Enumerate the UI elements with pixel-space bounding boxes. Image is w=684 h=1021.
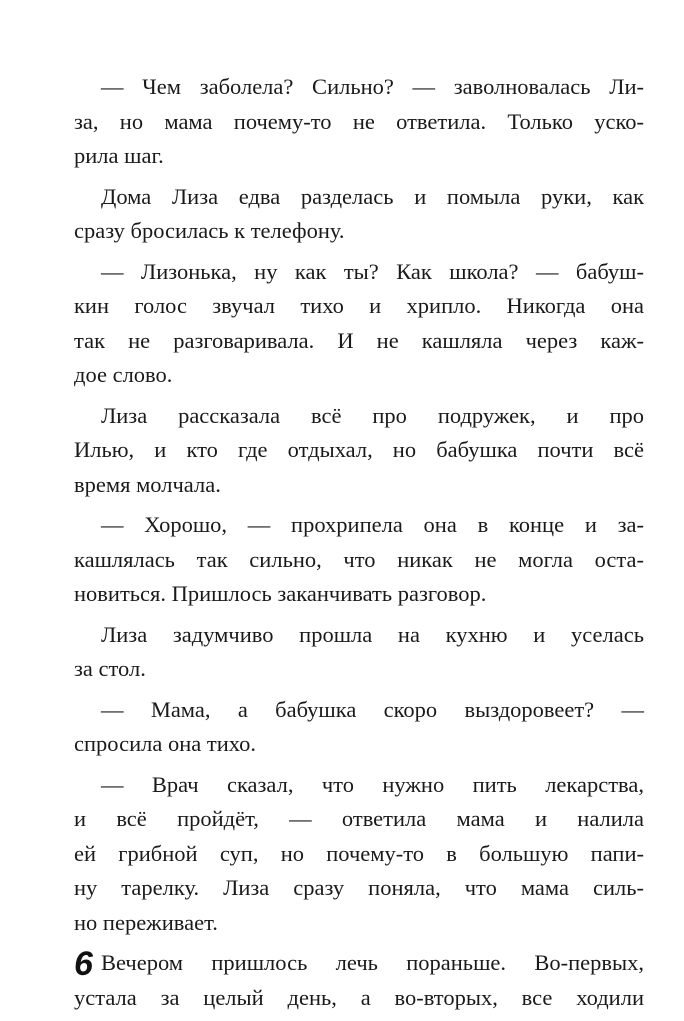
text-line: Лиза задумчиво прошла на кухню и уселась [101,621,644,647]
text-line: за стол. [74,656,146,681]
text-line: — Хорошо, — прохрипела она в конце и за- [101,512,644,537]
text-line: ей грибной суп, но почему-то в большую папи- [74,840,644,866]
paragraph-7 [74,693,644,762]
text-line: Илью, и кто где отдыхал, но бабушка почти всё [74,437,644,462]
text-line: но переживает. [74,909,218,935]
text-line: сразу бросилась к телефону. [74,218,345,243]
text-line: устала за целый день, а во-вторых, все ходили [74,984,644,1010]
text-line: дое слово. [74,362,173,387]
paragraph-2 [74,180,644,249]
paragraph-9 [74,946,644,1015]
text-line: — Лизонька, ну как ты? Как школа? — бабуш- [101,258,644,284]
text-line: рила шаг. [74,143,164,168]
text-line: — Чем заболела? Сильно? — заволновалась Ли- [101,74,644,99]
page-number: 6 [74,945,93,983]
text-line: и всё пройдёт, — ответила мама и налила [74,806,644,831]
text-line: Вечером пришлось лечь пораньше. Во-первых, [101,950,644,975]
paragraph-1 [74,70,644,174]
paragraph-8 [74,768,644,941]
text-line: Лиза рассказала всё про подружек, и про [101,402,644,428]
text-line: так не разговаривала. И не кашляла через каж- [74,327,644,353]
text-line: кашлялась так сильно, что никак не могла оста- [74,546,644,572]
paragraph-4 [74,399,644,503]
text-line: Дома Лиза едва разделась и помыла руки, как [101,183,644,209]
paragraph-5 [74,508,644,612]
paragraph-6 [74,618,644,687]
text-line: время молчала. [74,471,221,497]
text-line: новиться. Пришлось заканчивать разговор. [74,581,487,606]
text-line: кин голос звучал тихо и хрипло. Никогда она [74,293,644,318]
text-line: — Мама, а бабушка скоро выздоровеет? — [101,696,644,722]
paragraph-3 [74,255,644,393]
text-line: ну тарелку. Лиза сразу поняла, что мама силь- [74,875,644,900]
text-line: за, но мама почему-то не ответила. Только уско- [74,108,644,134]
text-line: — Врач сказал, что нужно пить лекарства, [101,771,644,797]
page-text [74,70,644,1021]
text-line: спросила она тихо. [74,731,256,756]
